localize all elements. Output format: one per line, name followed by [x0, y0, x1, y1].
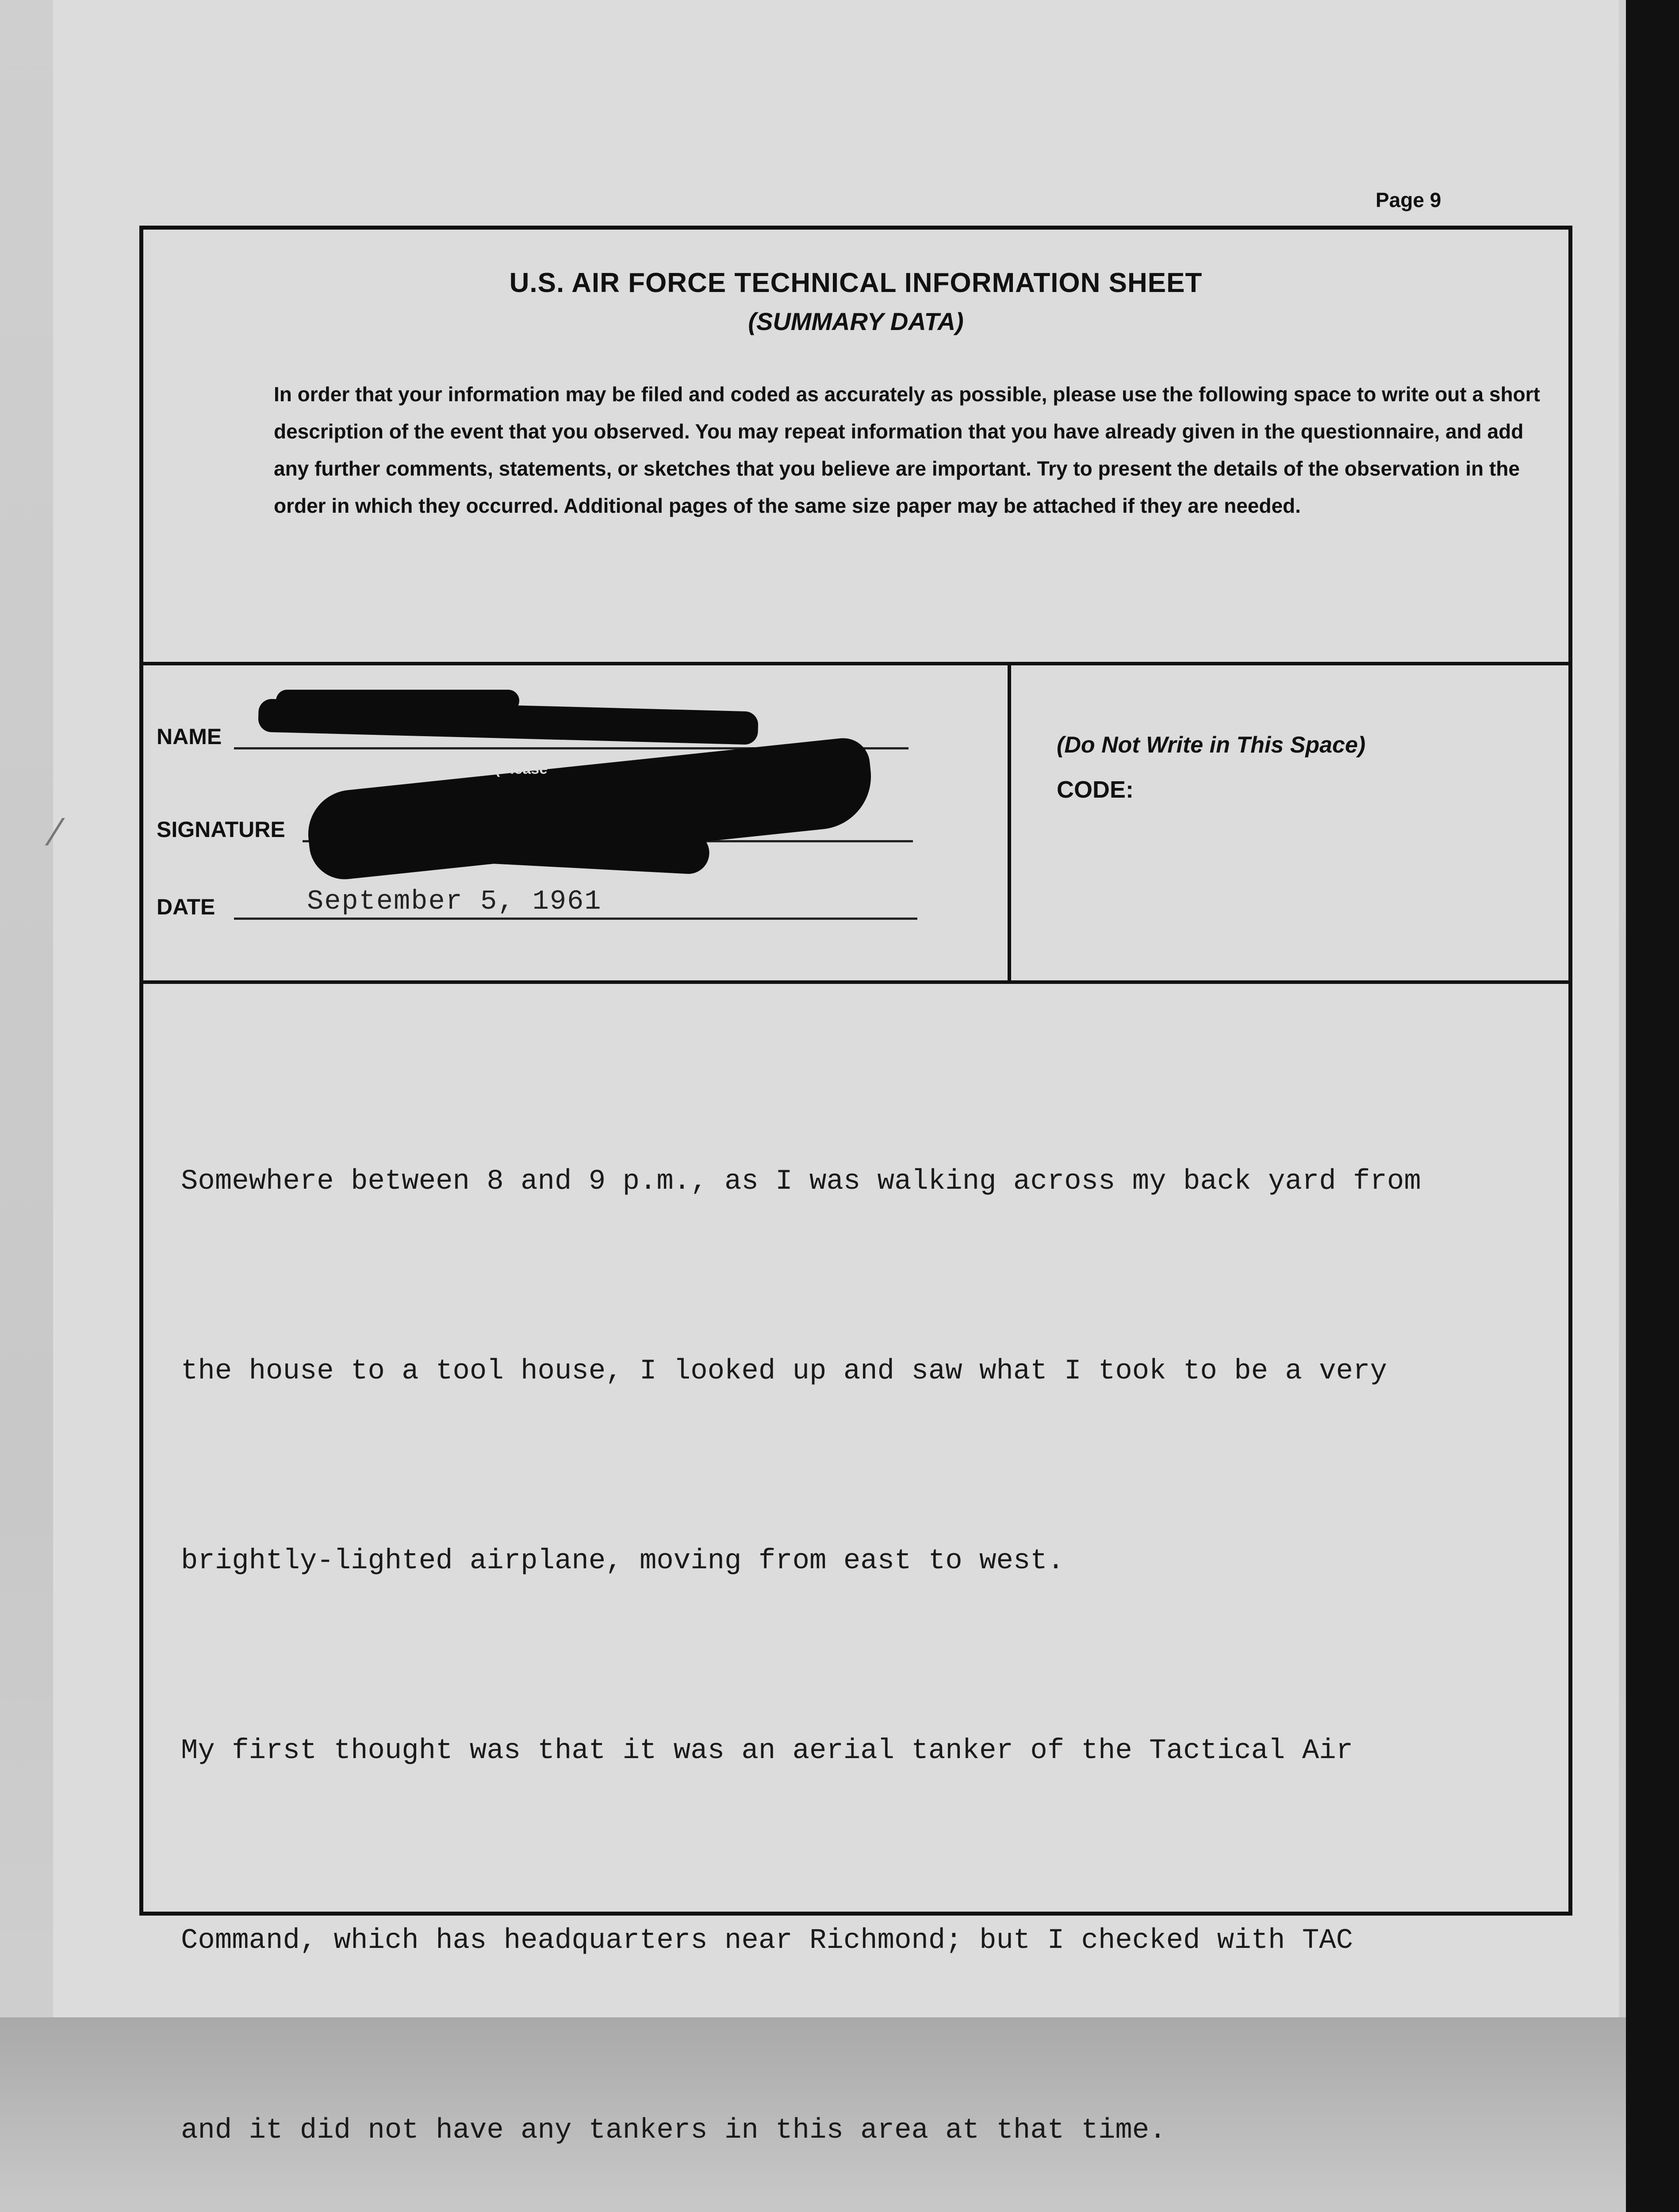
scan-edge-strip — [1626, 0, 1679, 2212]
narrative-line: Somewhere between 8 and 9 p.m., as I was walking across my back yard from — [181, 1166, 1421, 1198]
narrative-line: and it did not have any tankers in this area at that time. — [181, 2115, 1166, 2147]
code-label: CODE: — [1057, 776, 1134, 803]
form-title: U.S. AIR FORCE TECHNICAL INFORMATION SHEET — [509, 268, 1203, 298]
narrative-line: My first thought was that it was an aerial tanker of the Tactical Air — [181, 1735, 1353, 1767]
document-page — [53, 0, 1619, 2147]
margin-mark: ⁄ — [53, 810, 60, 854]
date-label: DATE — [157, 895, 215, 919]
form-header — [143, 230, 1568, 665]
technical-information-sheet — [139, 226, 1572, 2147]
name-label: NAME — [157, 724, 222, 749]
form-subtitle: (SUMMARY DATA) — [748, 307, 964, 335]
date-field — [157, 884, 917, 920]
page-number: Page 9 — [1376, 188, 1441, 211]
form-instructions: In order that your information may be filed and coded as accurately as possible, please use the following space to write out a short description of the event that you observed. You may repeat information that you have already given in the questionnaire, and add any further comments, statements, or sketches that you believe are important. Try to present the details of the observation in the order in which they occurred. Additional pages of the same size paper may be attached if they are needed. — [274, 383, 1540, 517]
office-use-note: (Do Not Write in This Space) — [1057, 732, 1366, 758]
please-print-fragment: (Please — [495, 760, 548, 777]
date-value: September 5, 1961 — [307, 886, 602, 917]
observer-fields — [143, 665, 1011, 980]
identification-section — [143, 665, 1568, 984]
narrative-line: the house to a tool house, I looked up and saw what I took to be a very — [181, 1356, 1387, 1387]
signature-label: SIGNATURE — [157, 817, 285, 842]
narrative-text — [181, 1024, 1570, 2212]
narrative-line: Command, which has headquarters near Richmond; but I checked with TAC — [181, 1925, 1353, 1957]
date-line — [234, 918, 917, 920]
redaction-mark — [276, 690, 519, 712]
narrative-section — [143, 984, 1568, 2147]
narrative-line: brightly-lighted airplane, moving from east to west. — [181, 1545, 1065, 1577]
